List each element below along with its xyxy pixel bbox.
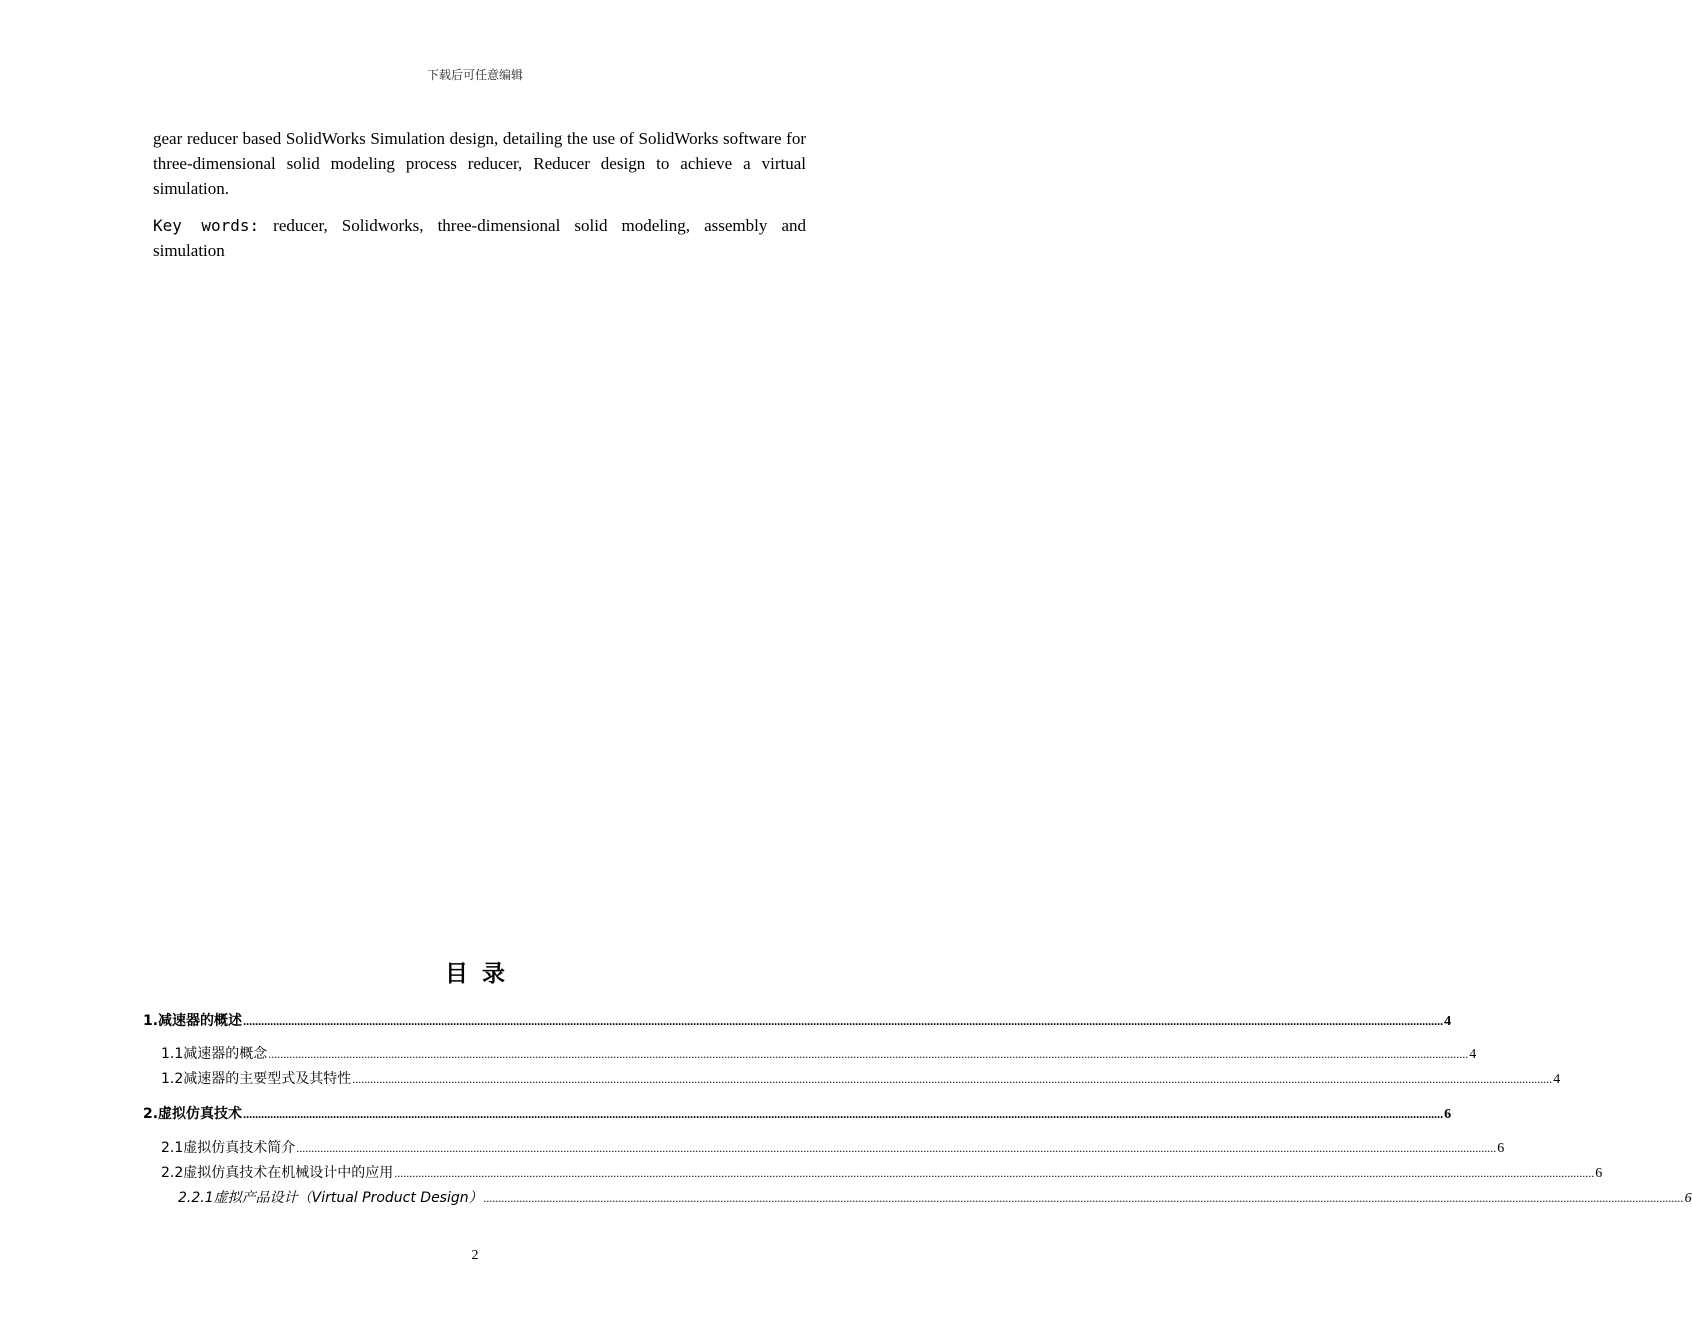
toc-entry-label: 2.虚拟仿真技术 [143,1106,243,1122]
keywords-text: reducer, Solidworks, three-dimensional solid modeling, assembly and simulation [153,216,807,260]
toc-entry-2-1[interactable] [161,1137,1505,1157]
toc-leader-dots: ................................................................................................................................................................................................................................................................................................................................................................................................................ [483,1191,1684,1205]
keywords-paragraph [153,213,806,263]
toc-entry-page: 4 [1553,1072,1561,1087]
toc-leader-dots: ................................................................................................................................................................................................................................................................................................................................................................................................................ [243,1107,1444,1121]
toc-entry-1[interactable] [143,1010,1452,1030]
toc-entry-page: 6 [1684,1191,1692,1206]
abstract-paragraph: gear reducer based SolidWorks Simulation design, detailing the use of SolidWorks software for three-dimensional solid modeling process reducer, Reducer design to achieve a virtual simulation. [153,129,806,198]
toc-leader-dots: ................................................................................................................................................................................................................................................................................................................................................................................................................ [352,1072,1553,1086]
page-number: 2 [471,1248,479,1263]
keywords-label: Key words: [153,216,260,235]
toc-entry-page: 4 [1469,1047,1477,1062]
toc-leader-dots: ................................................................................................................................................................................................................................................................................................................................................................................................................ [394,1166,1595,1180]
toc-leader-dots: ................................................................................................................................................................................................................................................................................................................................................................................................................ [296,1141,1497,1155]
toc-entry-label: 2.2.1虚拟产品设计（Virtual Product Design） [178,1190,483,1206]
toc-entry-label: 1.2减速器的主要型式及其特性 [161,1071,352,1087]
toc-title: 目录 [445,961,519,987]
toc-entry-2-2[interactable] [161,1162,1603,1182]
toc-entry-page: 4 [1444,1014,1452,1029]
toc-entry-page: 6 [1595,1166,1603,1181]
toc-leader-dots: ................................................................................................................................................................................................................................................................................................................................................................................................................ [243,1014,1444,1028]
toc-entry-1-2[interactable] [161,1068,1561,1088]
toc-entry-page: 6 [1444,1107,1452,1122]
toc-entry-label: 2.1虚拟仿真技术简介 [161,1140,296,1156]
toc-entry-label: 1.1减速器的概念 [161,1046,268,1062]
toc-leader-dots: ................................................................................................................................................................................................................................................................................................................................................................................................................ [268,1047,1469,1061]
toc-entry-1-1[interactable] [161,1043,1477,1063]
toc-entry-page: 6 [1497,1141,1505,1156]
toc-entry-2-2-1[interactable] [178,1187,1692,1207]
page-header: 下载后可任意编辑 [426,68,523,82]
toc-entry-label: 1.减速器的概述 [143,1013,243,1029]
toc-entry-2[interactable] [143,1103,1452,1123]
toc-entry-label: 2.2虚拟仿真技术在机械设计中的应用 [161,1165,394,1181]
